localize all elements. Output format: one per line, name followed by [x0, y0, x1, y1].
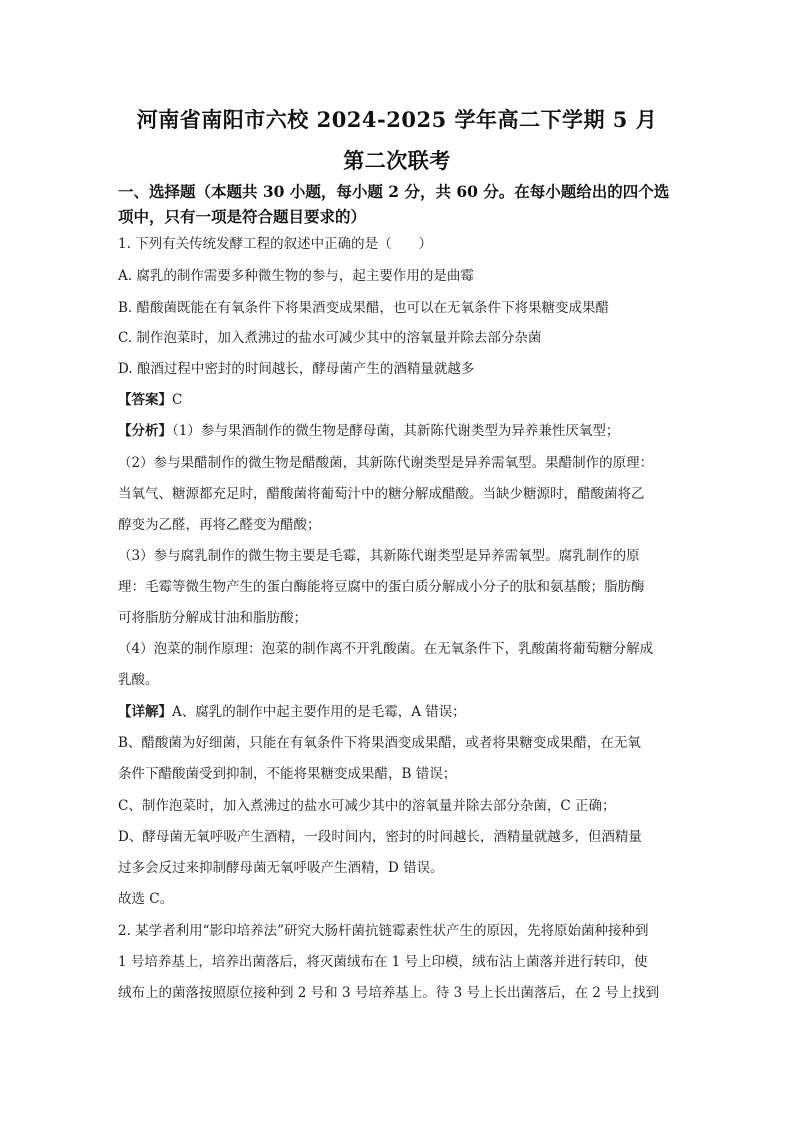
analysis-label: 【分析】	[118, 423, 172, 439]
section-heading-line2: 项中，只有一项是符合题目要求的）	[118, 207, 367, 226]
analysis-text: （1）参与果酒制作的微生物是酵母菌，其新陈代谢类型为异养兼性厌氧型；	[172, 423, 620, 439]
analysis-line: （2）参与果醋制作的微生物是醋酸菌，其新陈代谢类型是异养需氧型。果醋制作的原理：	[118, 455, 654, 471]
document-title-line1: 河南省南阳市六校 2024-2025 学年高二下学期 5 月	[136, 107, 658, 132]
detail-line: 过多会反过来抑制酵母菌无氧呼吸产生酒精，D 错误。	[118, 860, 444, 876]
section-heading-line1: 一、选择题（本题共 30 小题，每小题 2 分，共 60 分。在每小题给出的四个选	[118, 182, 670, 201]
question-2-line: 绒布上的菌落按照原位接种到 2 号和 3 号培养基上。待 3 号上长出菌落后，在 2 号上找到	[118, 985, 660, 1001]
detail-line: D、酵母菌无氧呼吸产生酒精，一段时间内，密封的时间越长，酒精量就越多，但酒精量	[118, 829, 642, 845]
analysis-line: 醇变为乙醛，再将乙醛变为醋酸；	[118, 517, 321, 533]
detail-line: 条件下醋酸菌受到抑制，不能将果糖变成果醋，B 错误；	[118, 766, 457, 782]
detail-conclusion: 故选 C。	[118, 891, 174, 907]
question-1-option-a: A. 腐乳的制作需要多种微生物的参与，起主要作用的是曲霉	[118, 268, 474, 284]
question-1-stem: 1. 下列有关传统发酵工程的叙述中正确的是（ ）	[118, 236, 433, 252]
detail-line: B、醋酸菌为好细菌，只能在有氧条件下将果酒变成果醋，或者将果糖变成果醋，在无氧	[118, 735, 641, 751]
detail-line: C、制作泡菜时，加入煮沸过的盐水可减少其中的溶氧量并除去部分杂菌，C 正确；	[118, 798, 616, 814]
question-2-line: 1 号培养基上，培养出菌落后，将灭菌绒布在 1 号上印模，绒布沾上菌落并进行转印，使	[118, 954, 648, 970]
question-1-option-d: D. 酿酒过程中密封的时间越长，酵母菌产生的酒精量就越多	[118, 361, 475, 377]
question-1-analysis-line	[118, 421, 683, 441]
analysis-line: （4）泡菜的制作原理：泡菜的制作离不开乳酸菌。在无氧条件下，乳酸菌将葡萄糖分解成	[118, 641, 654, 657]
answer-value: C	[172, 392, 183, 408]
detail-text: A、腐乳的制作中起主要作用的是毛霉，A 错误；	[172, 704, 466, 720]
analysis-line: 理：毛霉等微生物产生的蛋白酶能将豆腐中的蛋白质分解成小分子的肽和氨基酸；脂肪酶	[118, 579, 645, 595]
document-title-line2: 第二次联考	[343, 148, 451, 173]
question-2-line: 2. 某学者利用“影印培养法”研究大肠杆菌抗链霉素性状产生的原因，先将原始菌种接种到	[118, 923, 649, 939]
detail-label: 【详解】	[118, 704, 172, 720]
analysis-line: 乳酸。	[118, 672, 159, 688]
answer-label: 【答案】	[118, 392, 172, 408]
question-1-answer	[118, 390, 683, 410]
analysis-line: 可将脂肪分解成甘油和脂肪酸；	[118, 610, 307, 626]
analysis-line: （3）参与腐乳制作的微生物主要是毛霉，其新陈代谢类型是异养需氧型。腐乳制作的原	[118, 548, 640, 564]
question-1-option-c: C. 制作泡菜时，加入煮沸过的盐水可减少其中的溶氧量并除去部分杂菌	[118, 330, 542, 346]
analysis-line: 当氧气、糖源都充足时，醋酸菌将葡萄汁中的糖分解成醋酸。当缺少糖源时，醋酸菌将乙	[118, 486, 645, 502]
question-1-option-b: B. 醋酸菌既能在有氧条件下将果酒变成果醋，也可以在无氧条件下将果糖变成果醋	[118, 300, 610, 316]
question-1-detail-line	[118, 702, 683, 722]
